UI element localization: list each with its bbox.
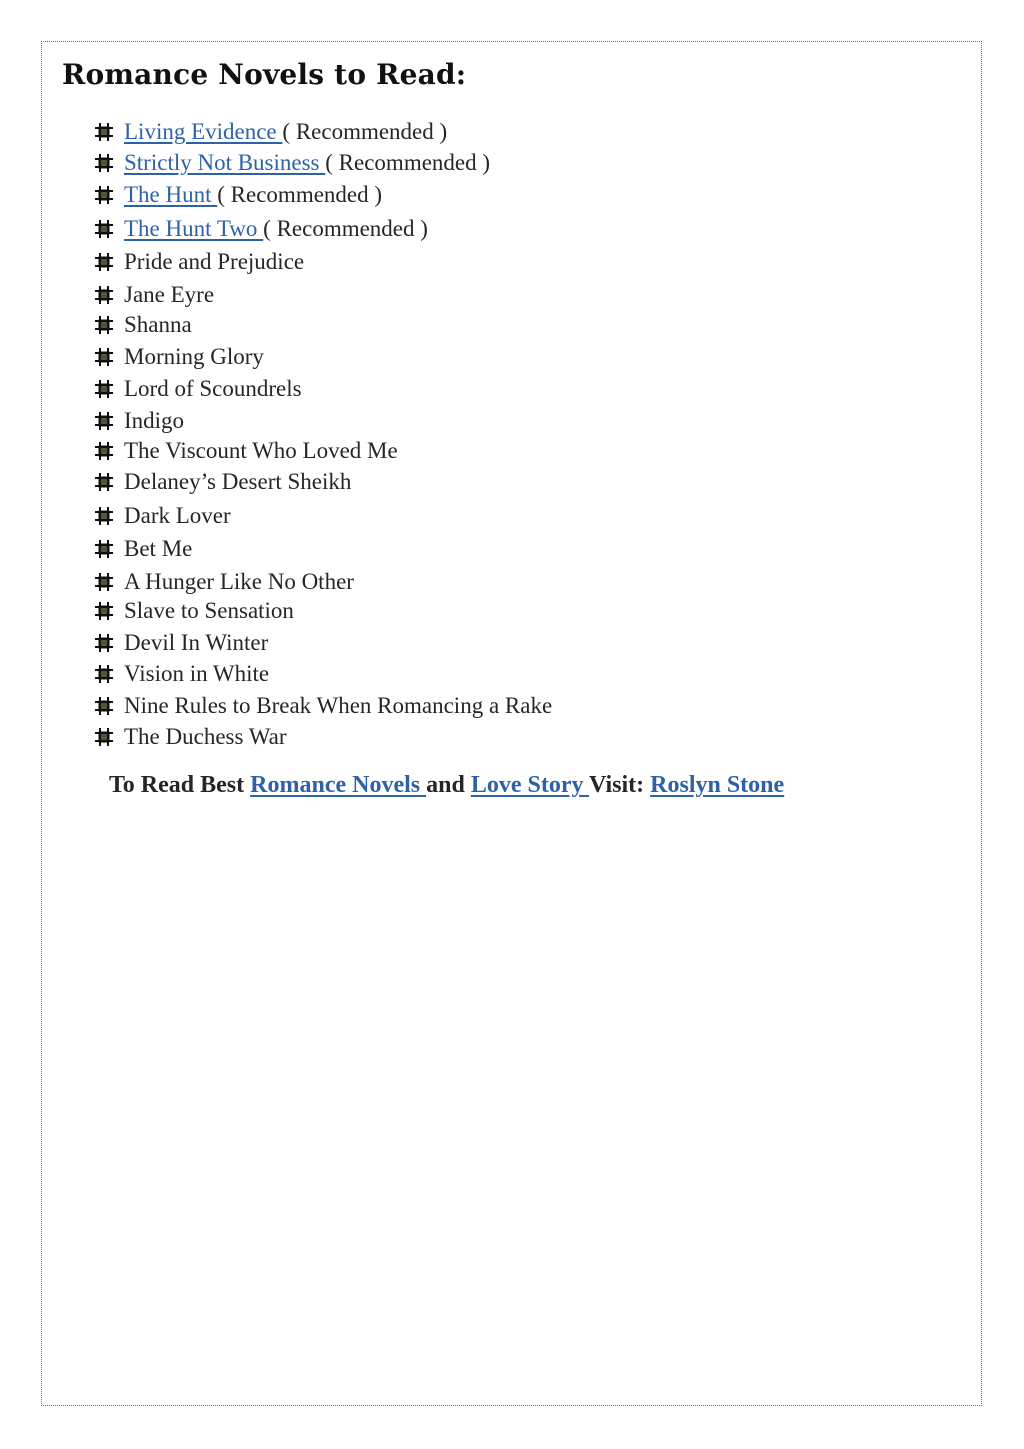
- book-title: Vision in White: [124, 661, 270, 686]
- page-title: Romance Novels to Read:: [62, 58, 467, 91]
- book-title: Dark Lover: [124, 503, 231, 528]
- book-entry: [124, 150, 490, 176]
- book-list-item: [95, 661, 269, 689]
- book-title: Pride and Prejudice: [124, 249, 305, 274]
- book-list-item: [95, 598, 294, 626]
- book-title-link[interactable]: The Hunt: [124, 182, 218, 207]
- book-list-item: [95, 249, 304, 277]
- book-list-item: [95, 503, 231, 531]
- book-entry: [124, 724, 287, 750]
- footer-visit: Visit:: [589, 772, 651, 798]
- book-list-item: [95, 724, 287, 752]
- book-entry: [124, 119, 447, 145]
- book-entry: [124, 344, 264, 370]
- footer-prefix: To Read Best: [109, 772, 251, 798]
- hash-square-bullet-icon: [95, 154, 113, 172]
- book-title: Jane Eyre: [124, 282, 215, 307]
- romance-novels-link[interactable]: Romance Novels: [250, 772, 427, 798]
- hash-square-bullet-icon: [95, 253, 113, 271]
- book-list-item: [95, 216, 428, 244]
- hash-square-bullet-icon: [95, 540, 113, 558]
- book-entry: [124, 661, 269, 687]
- book-list-item: [95, 569, 354, 597]
- book-entry: [124, 598, 294, 624]
- book-list-item: [95, 376, 302, 404]
- hash-square-bullet-icon: [95, 348, 113, 366]
- hash-square-bullet-icon: [95, 634, 113, 652]
- book-list-item: [95, 536, 192, 564]
- book-list-item: [95, 630, 268, 658]
- book-entry: [124, 282, 214, 308]
- book-title: The Viscount Who Loved Me: [124, 438, 398, 463]
- recommended-note: ( Recommended ): [282, 119, 448, 144]
- hash-square-bullet-icon: [95, 573, 113, 591]
- book-title: Morning Glory: [124, 344, 264, 369]
- hash-square-bullet-icon: [95, 728, 113, 746]
- book-entry: [124, 469, 351, 495]
- book-title: Lord of Scoundrels: [124, 376, 302, 401]
- hash-square-bullet-icon: [95, 220, 113, 238]
- book-title-link[interactable]: Strictly Not Business: [124, 150, 326, 175]
- book-list-item: [95, 119, 447, 147]
- book-list-item: [95, 344, 264, 372]
- book-list-item: [95, 150, 490, 178]
- hash-square-bullet-icon: [95, 473, 113, 491]
- book-entry: [124, 312, 192, 338]
- hash-square-bullet-icon: [95, 602, 113, 620]
- hash-square-bullet-icon: [95, 442, 113, 460]
- book-entry: [124, 216, 428, 242]
- recommended-note: ( Recommended ): [263, 216, 428, 241]
- recommended-note: ( Recommended ): [217, 182, 383, 207]
- book-list-item: [95, 312, 192, 340]
- book-title-link[interactable]: Living Evidence: [124, 119, 283, 144]
- hash-square-bullet-icon: [95, 316, 113, 334]
- hash-square-bullet-icon: [95, 507, 113, 525]
- hash-square-bullet-icon: [95, 412, 113, 430]
- book-title: Shanna: [124, 312, 192, 337]
- book-title: Nine Rules to Break When Romancing a Rake: [124, 693, 553, 718]
- footer-middle: and: [426, 772, 471, 798]
- book-list-item: [95, 282, 214, 310]
- book-title: Delaney’s Desert Sheikh: [124, 469, 352, 494]
- hash-square-bullet-icon: [95, 697, 113, 715]
- book-title: Bet Me: [124, 536, 193, 561]
- book-entry: [124, 438, 398, 464]
- book-entry: [124, 630, 268, 656]
- book-title: Slave to Sensation: [124, 598, 294, 623]
- book-list-item: [95, 693, 552, 721]
- footer-line: [109, 772, 784, 799]
- hash-square-bullet-icon: [95, 286, 113, 304]
- book-title: Indigo: [124, 408, 185, 433]
- book-entry: [124, 408, 184, 434]
- book-list-item: [95, 182, 382, 210]
- book-entry: [124, 376, 302, 402]
- book-title-link[interactable]: The Hunt Two: [124, 216, 264, 241]
- hash-square-bullet-icon: [95, 186, 113, 204]
- book-list-item: [95, 469, 351, 497]
- book-title: A Hunger Like No Other: [124, 569, 354, 594]
- love-story-link[interactable]: Love Story: [470, 772, 590, 798]
- book-list-item: [95, 438, 398, 466]
- book-title: Devil In Winter: [124, 630, 269, 655]
- book-title: The Duchess War: [124, 724, 287, 749]
- book-entry: [124, 693, 552, 719]
- book-list-item: [95, 408, 184, 436]
- book-entry: [124, 569, 354, 595]
- book-entry: [124, 249, 304, 275]
- hash-square-bullet-icon: [95, 665, 113, 683]
- hash-square-bullet-icon: [95, 123, 113, 141]
- roslyn-stone-link[interactable]: Roslyn Stone: [650, 772, 785, 798]
- book-entry: [124, 182, 382, 208]
- book-entry: [124, 503, 231, 529]
- hash-square-bullet-icon: [95, 380, 113, 398]
- recommended-note: ( Recommended ): [325, 150, 491, 175]
- book-entry: [124, 536, 192, 562]
